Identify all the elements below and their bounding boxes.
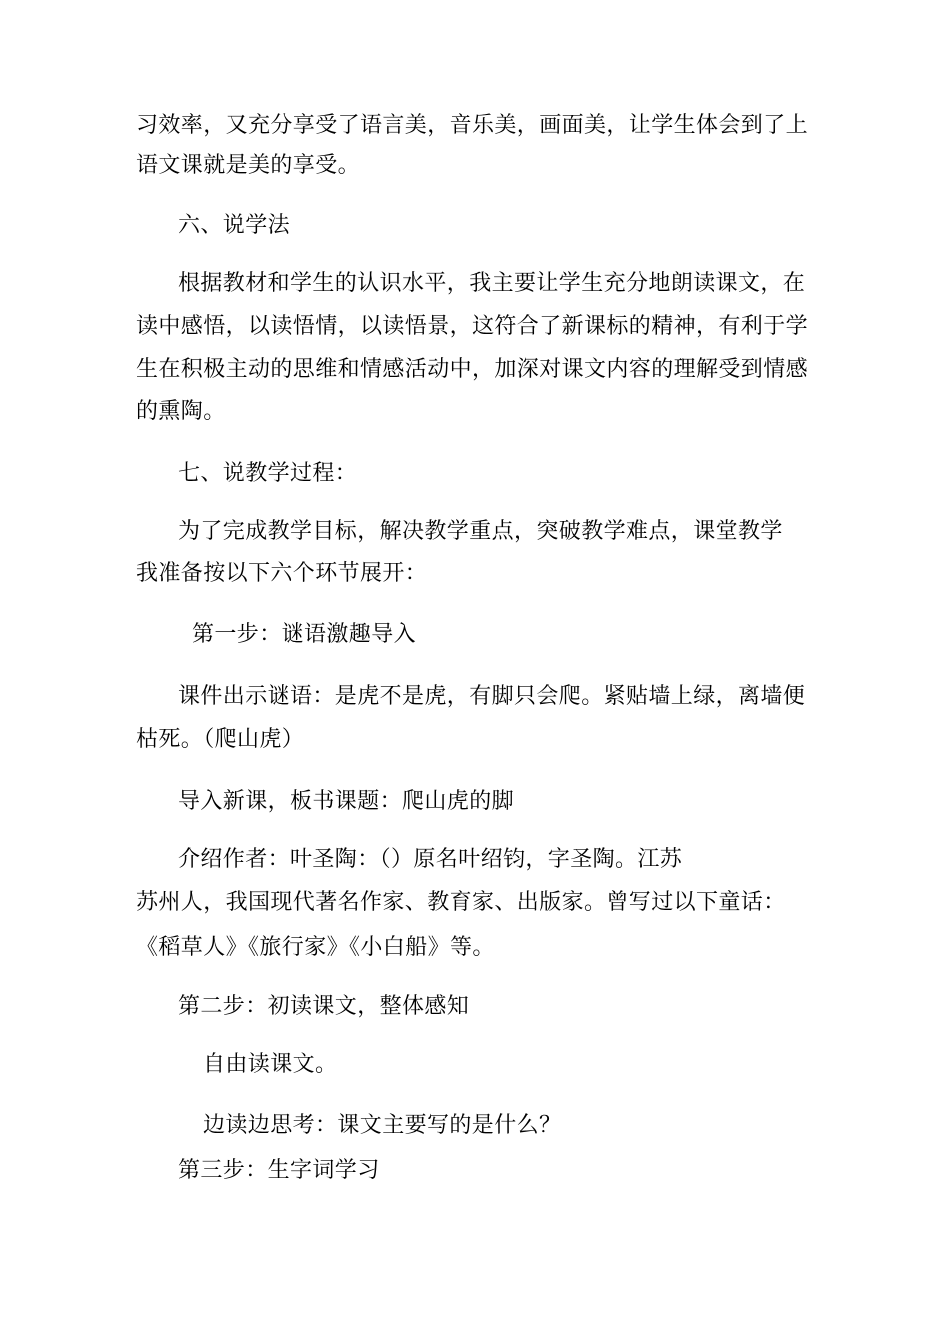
paragraph-line: 枯死。（爬山虎） (136, 727, 305, 752)
paragraph-line: 自由读课文。 (203, 1052, 338, 1077)
paragraph-line: 习效率，又充分享受了语言美，音乐美，画面美，让学生体会到了上 (136, 113, 809, 138)
step-heading: 第二步：初读课文，整体感知 (178, 994, 470, 1019)
step-heading: 第三步：生字词学习 (178, 1158, 380, 1183)
section-heading: 六、说学法 (178, 213, 291, 238)
paragraph-line: 语文课就是美的享受。 (136, 153, 361, 178)
paragraph-line: 我准备按以下六个环节展开： (136, 561, 428, 586)
paragraph-line: 导入新课，板书课题：爬山虎的脚 (178, 789, 515, 814)
paragraph-line: 根据教材和学生的认识水平，我主要让学生充分地朗读课文，在 (178, 271, 806, 296)
paragraph-line: 生在积极主动的思维和情感活动中，加深对课文内容的理解受到情感 (136, 357, 809, 382)
section-heading: 七、说教学过程： (178, 461, 358, 486)
paragraph-line: 苏州人，我国现代著名作家、教育家、出版家。曾写过以下童话： (136, 890, 786, 915)
step-heading: 第一步：谜语激趣导入 (192, 622, 417, 647)
paragraph-line: 的熏陶。 (136, 399, 226, 424)
paragraph-line: 介绍作者：叶圣陶：（）原名叶绍钧，字圣陶。江苏 (178, 847, 683, 872)
paragraph-line: 课件出示谜语：是虎不是虎，有脚只会爬。紧贴墙上绿，离墙便 (178, 684, 806, 709)
paragraph-line: 为了完成教学目标，解决教学重点，突破教学难点，课堂教学 (178, 519, 783, 544)
paragraph-line: 《稻草人》《旅行家》《小白船》等。 (136, 935, 495, 960)
paragraph-line: 读中感悟，以读悟情，以读悟景，这符合了新课标的精神，有利于学 (136, 314, 809, 339)
paragraph-line: 边读边思考：课文主要写的是什么？ (203, 1113, 562, 1138)
